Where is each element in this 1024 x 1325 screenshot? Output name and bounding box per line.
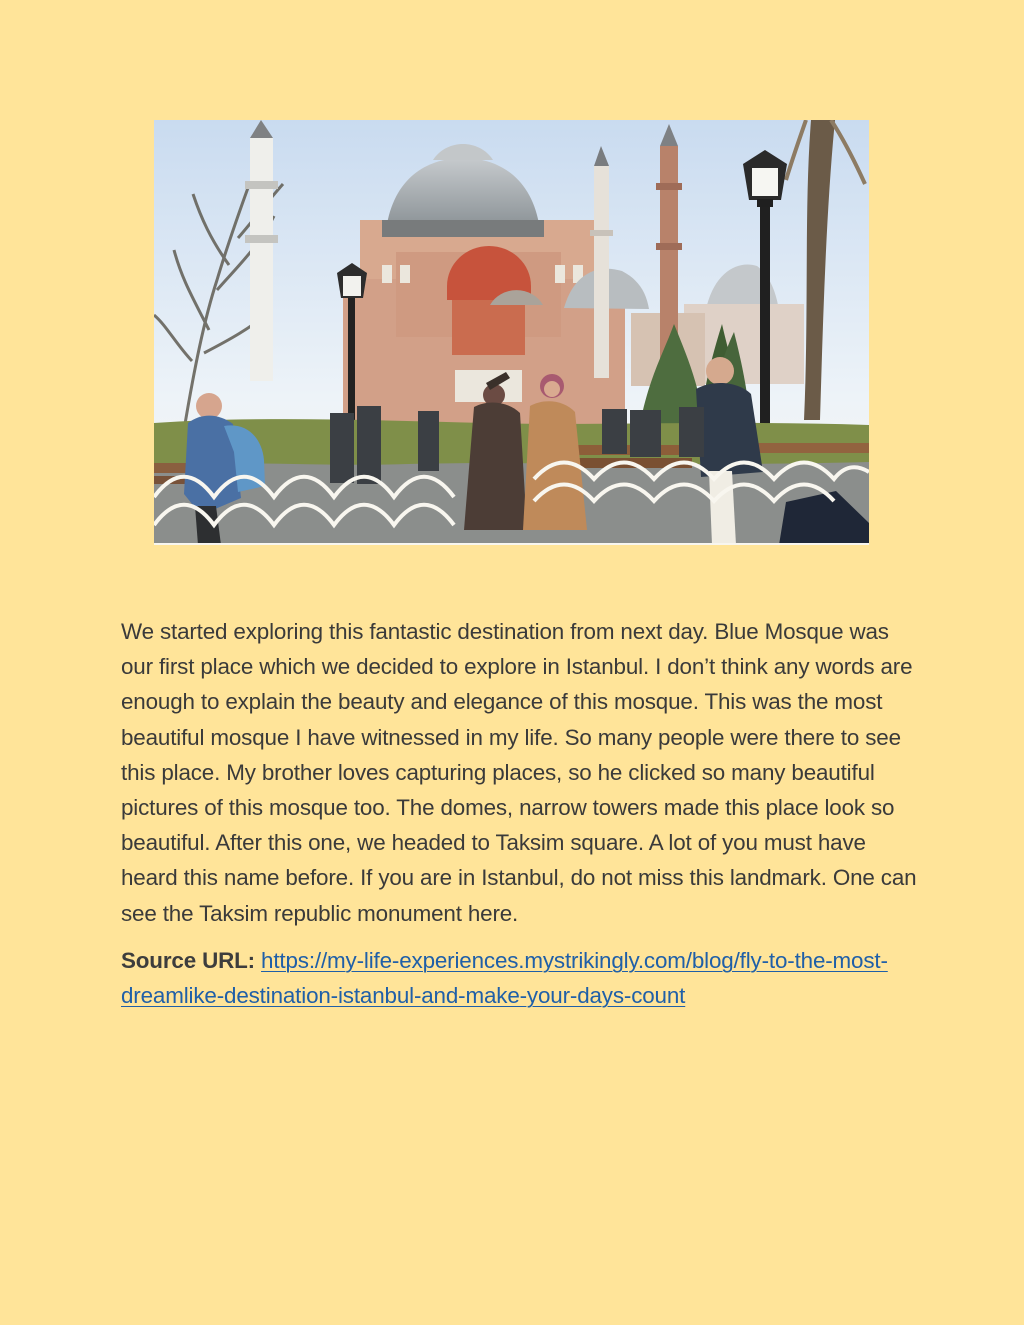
body-paragraph: We started exploring this fantastic destination from next day. Blue Mosque was our first place which we decided to explore in Istanbul. I don’t think any words are enough to explain the beauty and elegance of this mosque. This was the most beautiful mosque I have witnessed in my life. So many people were there to see this place. My brother loves capturing places, so he clicked so many beautiful pictures of this mosque too. The domes, narrow towers made this place look so beautiful. After this one, we headed to Taksim square. A lot of you must have heard this name before. If you are in Istanbul, do not miss this landmark. One can see the Taksim republic monument here.	[121, 619, 917, 926]
blog-article-text	[121, 614, 921, 1013]
istanbul-mosque-photo	[154, 120, 869, 545]
mosque-scene-illustration	[154, 120, 869, 545]
source-url-label: Source URL:	[121, 947, 255, 973]
source-line	[121, 943, 921, 1013]
source-url-link[interactable]: https://my-life-experiences.mystrikingly.com/blog/fly-to-the-most-dreamlike-destination-istanbul-and-make-your-days-count	[121, 947, 888, 1009]
